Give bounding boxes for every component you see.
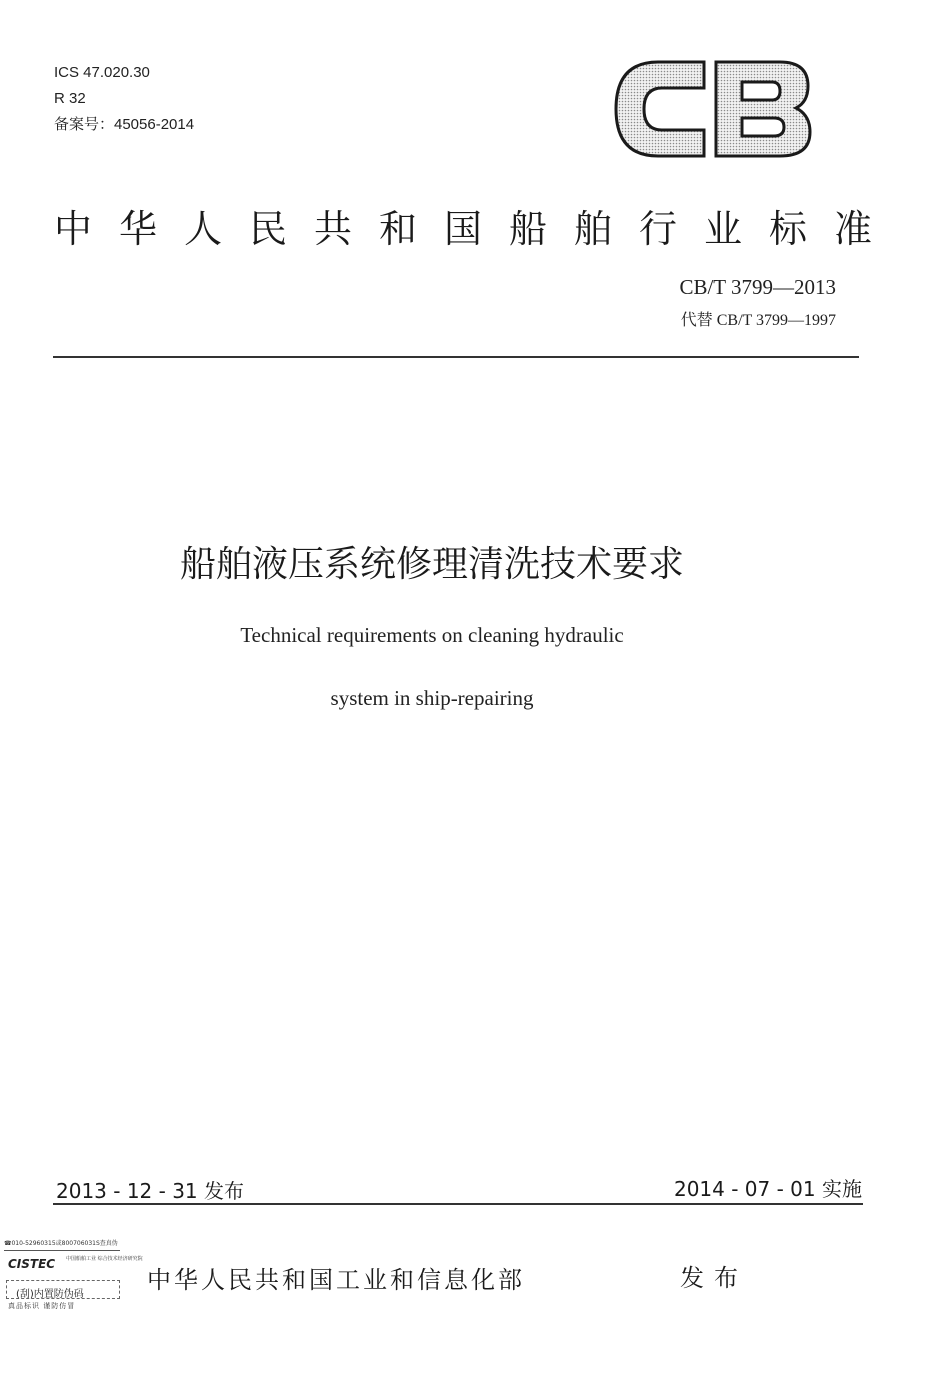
stamp-organization: 中国船舶工业 综合技术经济研究院 bbox=[66, 1256, 143, 1262]
stamp-divider bbox=[4, 1250, 120, 1251]
document-title-english-line1: Technical requirements on cleaning hydraulic bbox=[240, 623, 624, 647]
publish-label: 发布 bbox=[680, 1264, 748, 1292]
authenticity-note: 真品标识 谨防仿冒 bbox=[8, 1302, 76, 1310]
anti-counterfeit-code: (刮)内置防伪码 bbox=[16, 1289, 84, 1300]
publisher-name: 中华人民共和国工业和信息化部 bbox=[147, 1266, 525, 1294]
logo-letter-b bbox=[716, 62, 810, 156]
anti-counterfeit-phone: ☎010-52960315或800706031S查真伪 bbox=[4, 1240, 118, 1247]
standard-number: CB/T 3799—2013 bbox=[679, 275, 836, 299]
cistec-logo: CISTEC bbox=[8, 1257, 56, 1271]
effective-date: 2014 - 07 - 01 实施 bbox=[673, 1177, 862, 1201]
document-title-english-line2: system in ship-repairing bbox=[330, 686, 534, 710]
header-rule bbox=[53, 356, 859, 358]
standard-title: 中华人民共和国船舶行业标准 bbox=[54, 207, 900, 251]
category-code: R 32 bbox=[54, 90, 86, 107]
replaces-standard: 代替 CB/T 3799—1997 bbox=[680, 312, 836, 329]
document-title-chinese: 船舶液压系统修理清洗技术要求 bbox=[179, 544, 684, 585]
document-metadata bbox=[54, 60, 194, 138]
cb-logo bbox=[612, 58, 814, 160]
logo-letter-c bbox=[616, 62, 704, 156]
footer-rule bbox=[53, 1203, 863, 1205]
issue-date: 2013 - 12 - 31 发布 bbox=[56, 1179, 245, 1203]
filing-number: 备案号：45056-2014 bbox=[54, 116, 195, 133]
ics-code: ICS 47.020.30 bbox=[54, 64, 150, 81]
